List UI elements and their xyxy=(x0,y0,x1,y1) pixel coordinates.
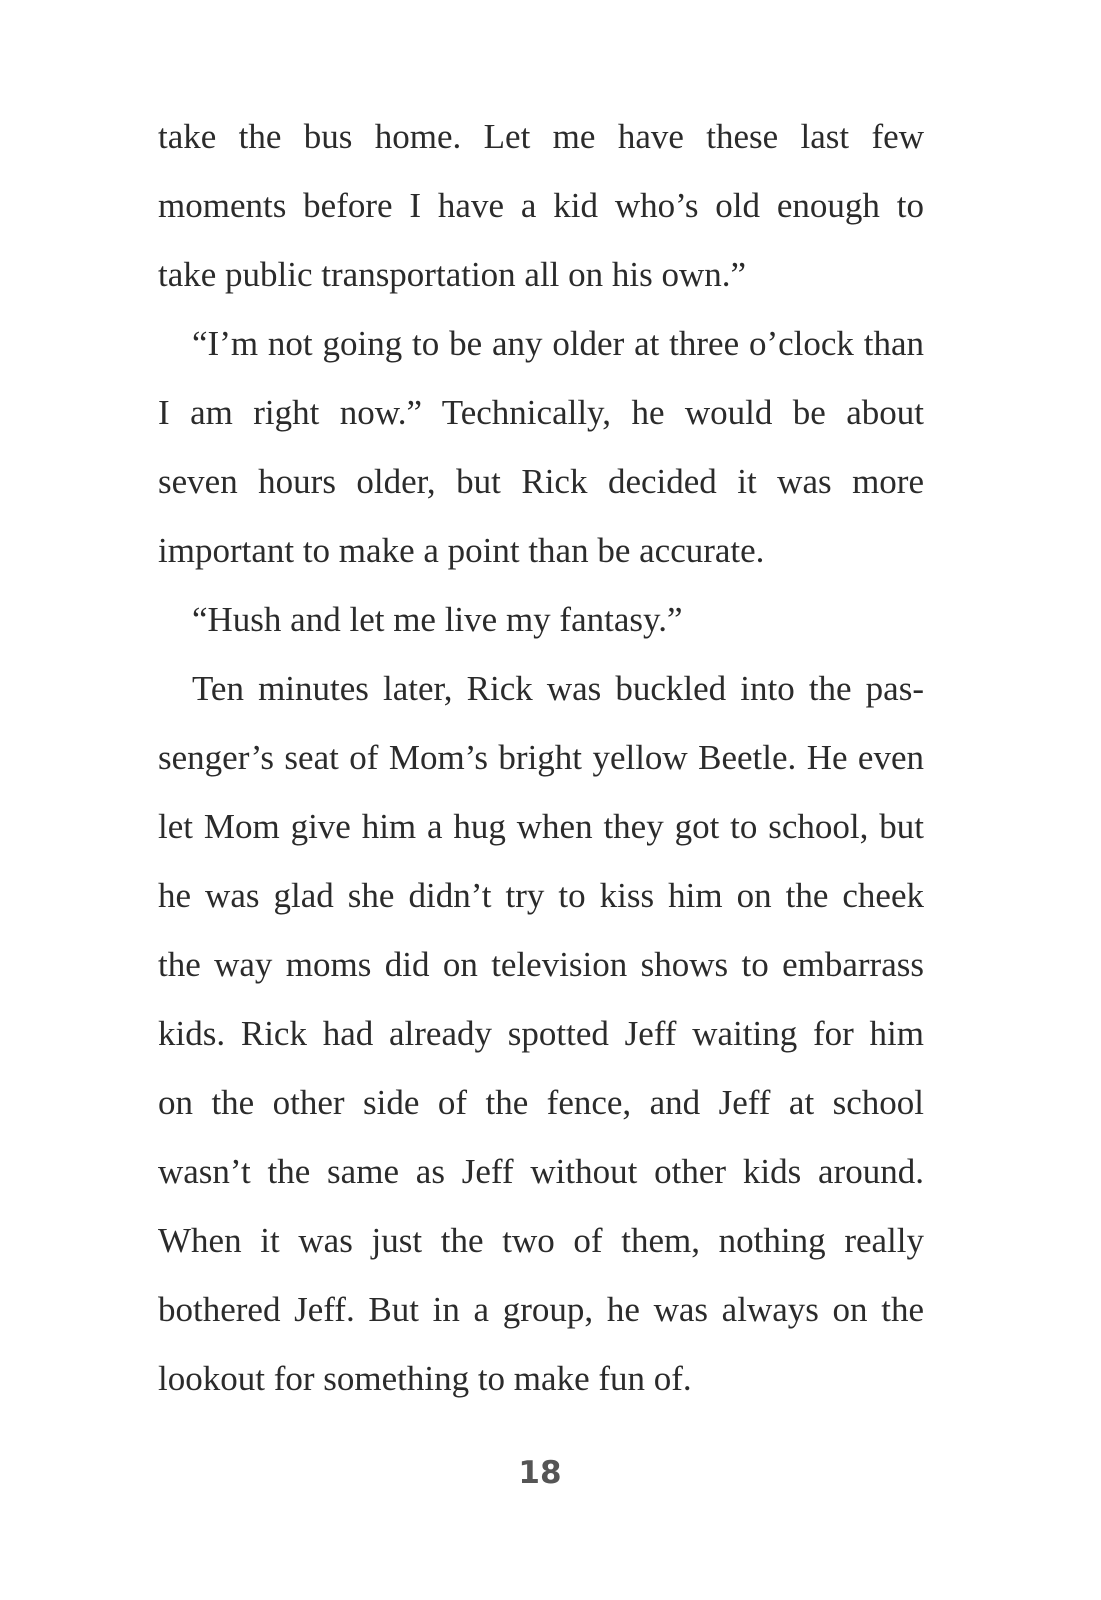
text-line: take the bus home. Let me have these last few xyxy=(158,117,924,156)
text-line: seven hours older, but Rick decided it was more xyxy=(158,462,924,501)
text-line: wasn’t the same as Jeff without other kids around. xyxy=(158,1152,924,1191)
text-line: lookout for something to make fun of. xyxy=(158,1359,692,1398)
text-line: When it was just the two of them, nothing really xyxy=(158,1221,924,1260)
text-line: I am right now.” Technically, he would be about xyxy=(158,393,924,432)
text-line: bothered Jeff. But in a group, he was always on the xyxy=(158,1290,924,1329)
page-number: 18 xyxy=(518,1455,562,1491)
text-line: on the other side of the fence, and Jeff at school xyxy=(158,1083,924,1122)
text-line: “Hush and let me live my fantasy.” xyxy=(192,600,683,639)
text-line: let Mom give him a hug when they got to school, but xyxy=(158,807,924,846)
text-line: he was glad she didn’t try to kiss him on the cheek xyxy=(158,876,924,915)
text-line: take public transportation all on his own.” xyxy=(158,255,747,294)
text-line: moments before I have a kid who’s old enough to xyxy=(158,186,924,225)
text-line: Ten minutes later, Rick was buckled into the pas- xyxy=(192,669,924,708)
text-line: the way moms did on television shows to embarrass xyxy=(158,945,924,984)
text-line: important to make a point than be accurate. xyxy=(158,531,765,570)
text-line: “I’m not going to be any older at three o’clock than xyxy=(192,324,924,363)
body-text xyxy=(158,102,924,1413)
text-line: kids. Rick had already spotted Jeff waiting for him xyxy=(158,1014,924,1053)
text-line: senger’s seat of Mom’s bright yellow Beetle. He even xyxy=(158,738,924,777)
